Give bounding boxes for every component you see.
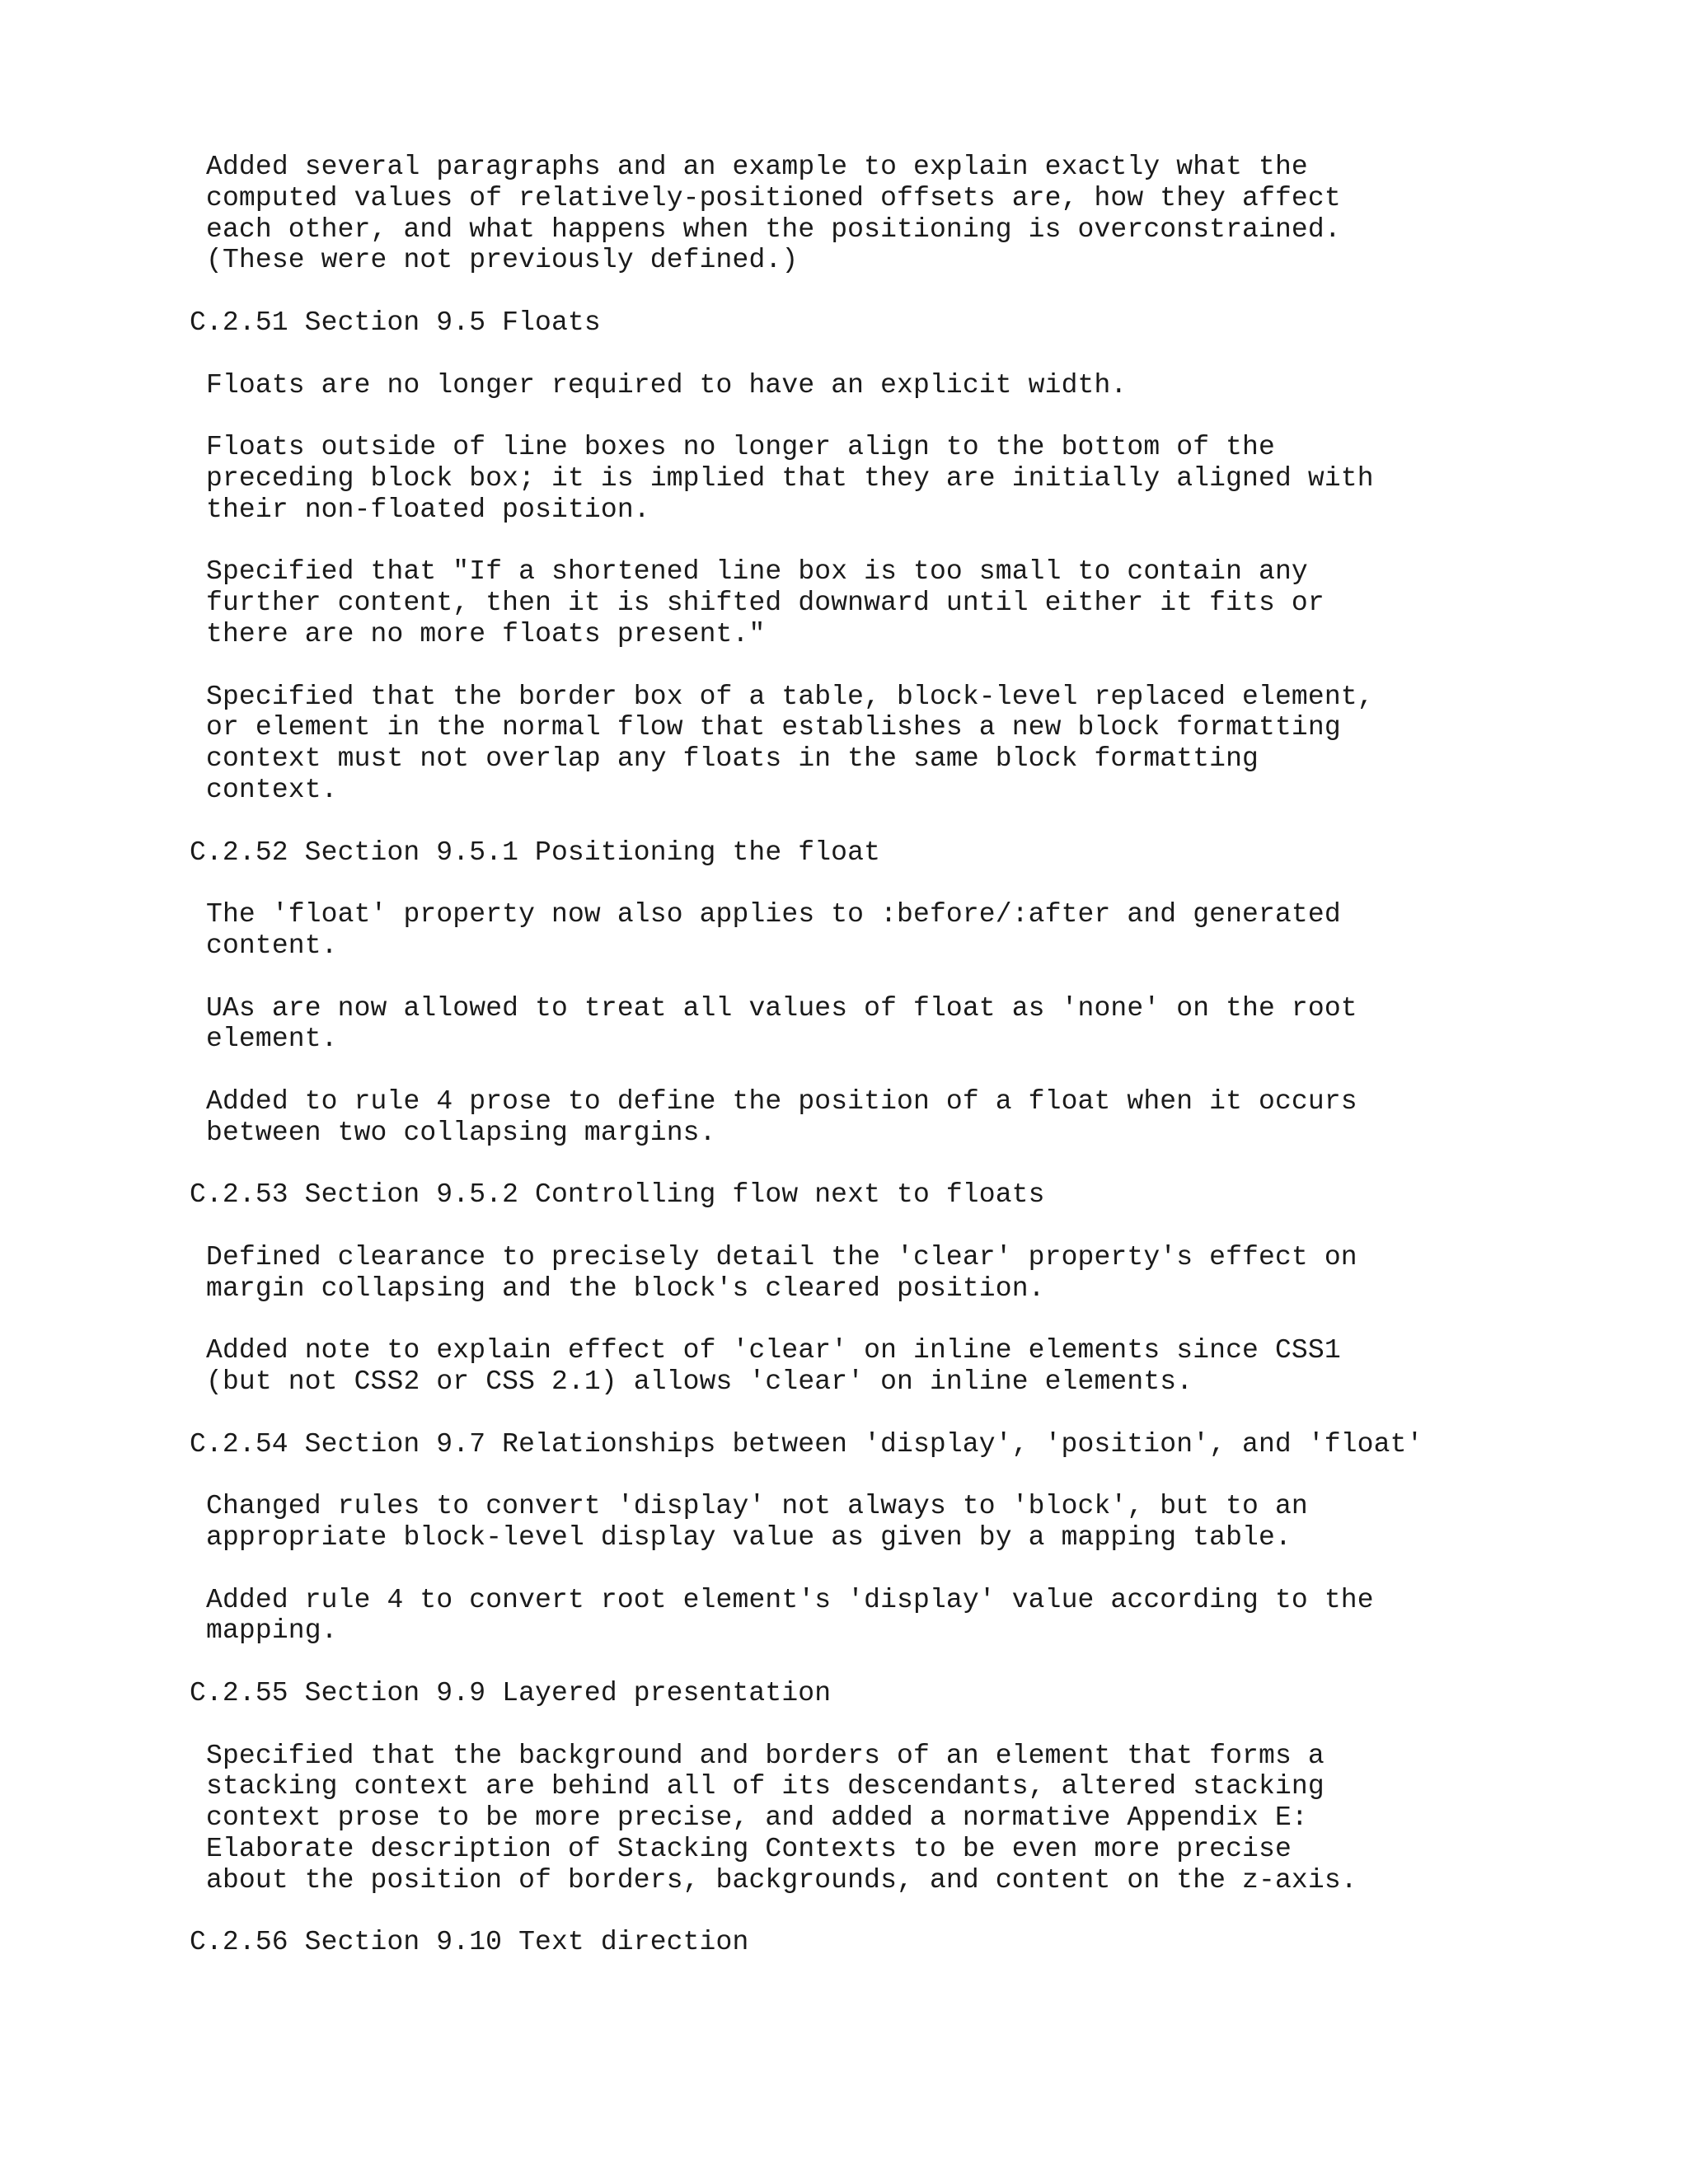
- paragraph-line: preceding block box; it is implied that they are initially aligned with: [206, 462, 1374, 494]
- paragraph-line: Changed rules to convert 'display' not always to 'block', but to an: [206, 1491, 1308, 1522]
- paragraph-line: UAs are now allowed to treat all values of float as 'none' on the root: [206, 992, 1357, 1024]
- paragraph-line: context.: [206, 774, 338, 805]
- paragraph-line: Floats are no longer required to have an explicit width.: [206, 369, 1128, 401]
- section-heading: [190, 307, 1657, 339]
- paragraph-line: content.: [206, 930, 338, 961]
- paragraph-line: Added note to explain effect of 'clear' on inline elements since CSS1: [206, 1335, 1341, 1366]
- paragraph-line: or element in the normal flow that establishes a new block formatting: [206, 712, 1341, 743]
- paragraph-line: about the position of borders, backgrounds, and content on the z-axis.: [206, 1864, 1357, 1896]
- paragraph-line: (but not CSS2 or CSS 2.1) allows 'clear' on inline elements.: [206, 1366, 1193, 1398]
- paragraph: [190, 1335, 1657, 1398]
- section-heading: [190, 1429, 1657, 1460]
- paragraph-line: further content, then it is shifted downward until either it fits or: [206, 588, 1325, 619]
- paragraph-line: Specified that the background and borders of an element that forms a: [206, 1740, 1325, 1771]
- paragraph: [190, 993, 1657, 1056]
- paragraph-line: mapping.: [206, 1615, 338, 1647]
- paragraph-line: Added to rule 4 prose to define the position of a float when it occurs: [206, 1085, 1357, 1117]
- paragraph: [190, 682, 1657, 806]
- paragraph-line: their non-floated position.: [206, 494, 650, 525]
- paragraph-line: appropriate block-level display value as given by a mapping table.: [206, 1522, 1292, 1554]
- paragraph-line: stacking context are behind all of its descendants, altered stacking: [206, 1771, 1325, 1802]
- paragraph-line: (These were not previously defined.): [206, 245, 799, 276]
- section-heading-text: C.2.52 Section 9.5.1 Positioning the float: [190, 837, 881, 868]
- paragraph-line: margin collapsing and the block's cleared position.: [206, 1272, 1045, 1304]
- paragraph: [190, 556, 1657, 649]
- paragraph-line: Added several paragraphs and an example to explain exactly what the: [206, 152, 1308, 182]
- paragraph-line: each other, and what happens when the positioning is overconstrained.: [206, 213, 1341, 245]
- section-heading-text: C.2.54 Section 9.7 Relationships between 'display', 'position', and 'float': [190, 1428, 1423, 1460]
- paragraph: [190, 152, 1657, 276]
- document-body: [190, 152, 1657, 1958]
- paragraph: [190, 370, 1657, 401]
- section-heading-text: C.2.56 Section 9.10 Text direction: [190, 1927, 749, 1958]
- paragraph-line: Added rule 4 to convert root element's 'display' value according to the: [206, 1584, 1374, 1615]
- paragraph-line: Specified that "If a shortened line box is too small to contain any: [206, 556, 1308, 588]
- section-heading-text: C.2.51 Section 9.5 Floats: [190, 307, 601, 338]
- paragraph-line: context prose to be more precise, and added a normative Appendix E:: [206, 1802, 1308, 1834]
- paragraph-line: Specified that the border box of a table, block-level replaced element,: [206, 681, 1374, 712]
- paragraph: [190, 1086, 1657, 1149]
- paragraph: [190, 1242, 1657, 1305]
- section-heading: [190, 1927, 1657, 1958]
- section-heading: [190, 1179, 1657, 1211]
- paragraph-line: context must not overlap any floats in the same block formatting: [206, 743, 1259, 775]
- paragraph: [190, 1741, 1657, 1896]
- paragraph: [190, 1491, 1657, 1554]
- paragraph-line: between two collapsing margins.: [206, 1117, 716, 1148]
- paragraph: [190, 1585, 1657, 1647]
- paragraph-line: Elaborate description of Stacking Contexts to be even more precise: [206, 1834, 1292, 1865]
- section-heading: [190, 837, 1657, 869]
- section-heading-text: C.2.53 Section 9.5.2 Controlling flow next to floats: [190, 1179, 1045, 1211]
- paragraph-line: computed values of relatively-positioned offsets are, how they affect: [206, 182, 1341, 213]
- paragraph-line: Defined clearance to precisely detail the 'clear' property's effect on: [206, 1241, 1357, 1272]
- section-heading: [190, 1678, 1657, 1709]
- paragraph: [190, 432, 1657, 525]
- section-heading-text: C.2.55 Section 9.9 Layered presentation: [190, 1678, 832, 1709]
- paragraph-line: Floats outside of line boxes no longer align to the bottom of the: [206, 432, 1275, 463]
- paragraph-line: element.: [206, 1024, 338, 1055]
- paragraph-line: there are no more floats present.": [206, 618, 766, 649]
- paragraph-line: The 'float' property now also applies to :before/:after and generated: [206, 899, 1341, 930]
- paragraph: [190, 899, 1657, 962]
